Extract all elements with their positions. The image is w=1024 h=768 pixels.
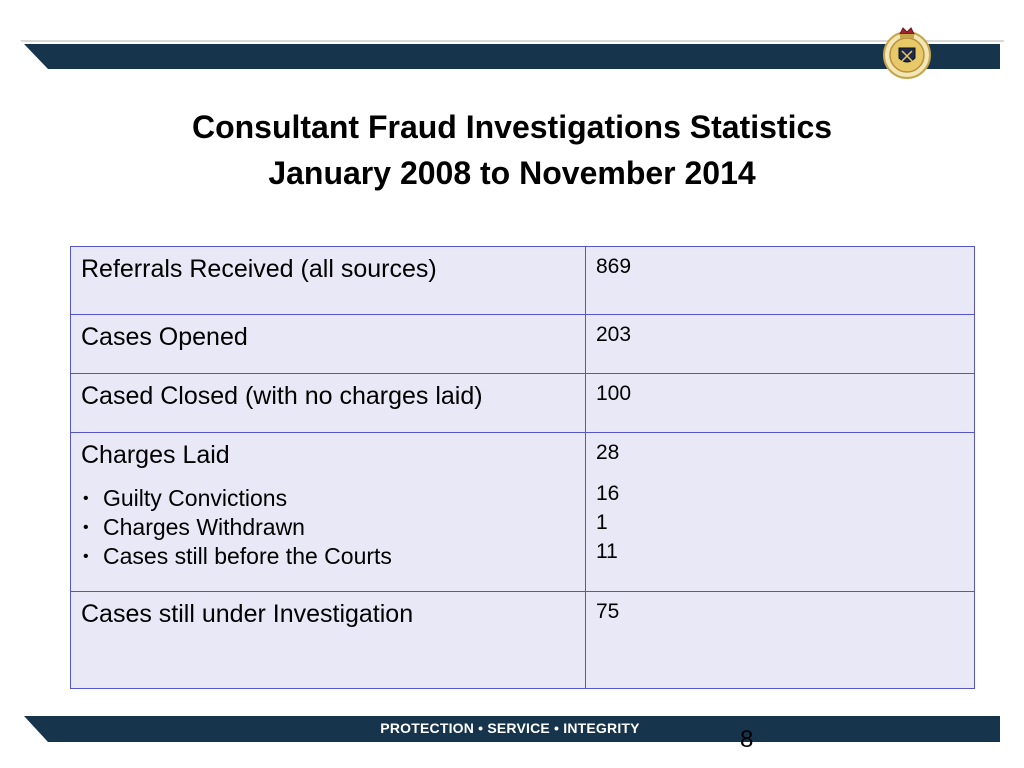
row-label: Cased Closed (with no charges laid) xyxy=(71,374,586,433)
row-value: 28 xyxy=(596,441,620,464)
list-item xyxy=(81,542,575,571)
row-value: 869 xyxy=(586,247,975,315)
bullet-icon: • xyxy=(83,519,89,536)
bullet-icon: • xyxy=(83,490,89,507)
table-row xyxy=(71,247,975,315)
page-number: 8 xyxy=(740,726,754,753)
title-line-2: January 2008 to November 2014 xyxy=(268,155,756,191)
statistics-table xyxy=(70,246,975,689)
footer-motto: PROTECTION • SERVICE • INTEGRITY xyxy=(380,720,640,736)
page-title xyxy=(0,104,1024,196)
header-band xyxy=(0,0,1024,80)
table-row xyxy=(71,374,975,433)
sub-item-label: Guilty Convictions xyxy=(103,485,288,511)
list-item xyxy=(81,513,575,542)
row-label: Cases still under Investigation xyxy=(71,592,586,689)
table-row xyxy=(71,433,975,592)
row-label: Cases Opened xyxy=(71,315,586,374)
sub-item-value: 11 xyxy=(596,540,618,563)
row-value: 75 xyxy=(586,592,975,689)
sub-item-value: 16 xyxy=(596,482,620,505)
list-item xyxy=(81,484,575,513)
row-value: 203 xyxy=(586,315,975,374)
row-label: Charges Laid xyxy=(81,441,230,469)
row-value: 100 xyxy=(586,374,975,433)
row-label: Referrals Received (all sources) xyxy=(71,247,586,315)
charges-laid-values xyxy=(586,433,975,592)
bullet-icon: • xyxy=(83,548,89,565)
title-line-1: Consultant Fraud Investigations Statistics xyxy=(191,109,833,145)
sub-item-label: Charges Withdrawn xyxy=(103,514,305,540)
cbsa-crest-icon xyxy=(880,24,934,80)
sub-item-value: 1 xyxy=(596,511,608,534)
table-row xyxy=(71,315,975,374)
sub-item-label: Cases still before the Courts xyxy=(103,543,392,569)
table-row xyxy=(71,592,975,689)
charges-breakdown-list xyxy=(81,484,575,571)
charges-laid-cell xyxy=(71,433,586,592)
sub-values xyxy=(596,479,964,566)
